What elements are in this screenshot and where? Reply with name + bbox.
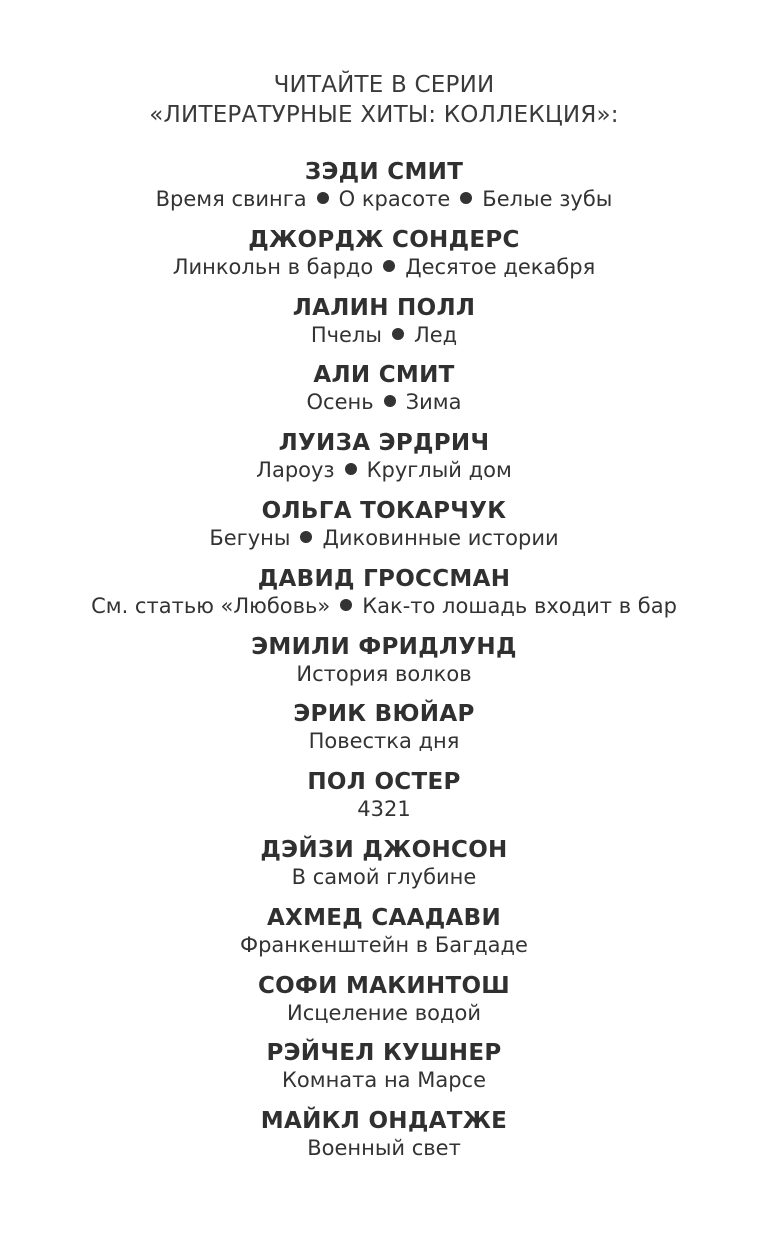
author-entry [0,226,768,294]
author-name: ЛУИЗА ЭРДРИЧ [278,430,490,457]
author-name: ЗЭДИ СМИТ [304,159,464,185]
author-entry [0,158,768,226]
author-entry [0,429,768,497]
book-titles [0,932,768,958]
author-entry [0,294,768,362]
bullet-separator [340,599,352,611]
book-titles [0,796,768,822]
bullet-separator [383,260,395,272]
book-titles [0,661,768,687]
bullet-separator [392,328,404,340]
book-title: Время свинга [155,187,307,211]
book-titles [0,254,768,280]
author-name: ЭРИК ВЮЙАР [293,701,475,728]
book-title: Белые зубы [482,187,613,211]
book-title: Комната на Марсе [281,1068,487,1093]
book-titles [0,593,768,619]
book-title: Бегуны [209,525,291,550]
book-titles [0,864,768,890]
book-titles [0,728,768,754]
author-entry [0,972,768,1040]
bullet-separator [317,192,329,204]
book-title: Повестка дня [308,729,460,754]
author-entry [0,700,768,768]
book-titles [0,322,768,348]
author-name: ЭМИЛИ ФРИДЛУНД [251,633,517,660]
author-name: ДАВИД ГРОССМАН [257,565,511,592]
author-entry [0,1039,768,1107]
book-title: См. статью «Любовь» [91,593,331,618]
book-title: Круглый дом [366,458,512,483]
author-entry [0,565,768,633]
author-name: ОЛЬГА ТОКАРЧУК [261,497,507,524]
book-title: История волков [296,661,472,686]
author-name: МАЙКЛ ОНДАТЖЕ [260,1108,508,1135]
bullet-separator [345,463,357,475]
author-name: ПОЛ ОСТЕР [307,769,461,796]
bullet-separator [300,531,312,543]
author-name: АЛИ СМИТ [313,362,455,389]
book-title: Десятое декабря [405,254,596,279]
book-titles [0,186,768,212]
book-title: О красоте [338,187,451,211]
series-heading-line-2: «ЛИТЕРАТУРНЫЕ ХИТЫ: КОЛЛЕКЦИЯ»: [149,102,619,128]
book-titles [0,1000,768,1026]
book-title: Диковинные истории [322,525,559,550]
book-title: Как-то лошадь входит в бар [362,593,677,618]
author-name: ЛАЛИН ПОЛЛ [292,294,476,321]
author-entry [0,1107,768,1175]
book-title: Военный свет [307,1136,461,1161]
book-titles [0,525,768,551]
author-name: ДЖОРДЖ СОНДЕРС [248,226,520,253]
author-entry [0,633,768,701]
book-titles [0,1135,768,1161]
book-title: 4321 [357,797,411,822]
series-heading-line-1: ЧИТАЙТЕ В СЕРИИ [273,72,495,98]
book-titles [0,389,768,415]
book-titles [0,1067,768,1093]
book-title: Линкольн в бардо [172,254,374,279]
book-title: Пчелы [310,322,382,347]
book-titles [0,457,768,483]
author-name: СОФИ МАКИНТОШ [257,972,511,999]
author-entry [0,497,768,565]
author-name: РЭЙЧЕЛ КУШНЕР [266,1040,502,1067]
author-entry [0,768,768,836]
author-entry [0,361,768,429]
series-heading [0,70,768,130]
bullet-separator [460,192,472,204]
book-title: Франкенштейн в Багдаде [240,932,528,957]
author-name: ДЭЙЗИ ДЖОНСОН [260,836,508,863]
book-title: В самой глубине [291,864,477,889]
author-entry [0,904,768,972]
author-name: АХМЕД СААДАВИ [266,904,502,931]
author-entry [0,836,768,904]
bullet-separator [384,395,396,407]
book-title: Исцеление водой [286,1000,482,1025]
book-title: Зима [405,390,462,415]
author-list [0,158,768,1175]
book-title: Лароуз [256,458,335,483]
book-title: Осень [306,390,374,415]
book-title: Лед [413,322,458,347]
